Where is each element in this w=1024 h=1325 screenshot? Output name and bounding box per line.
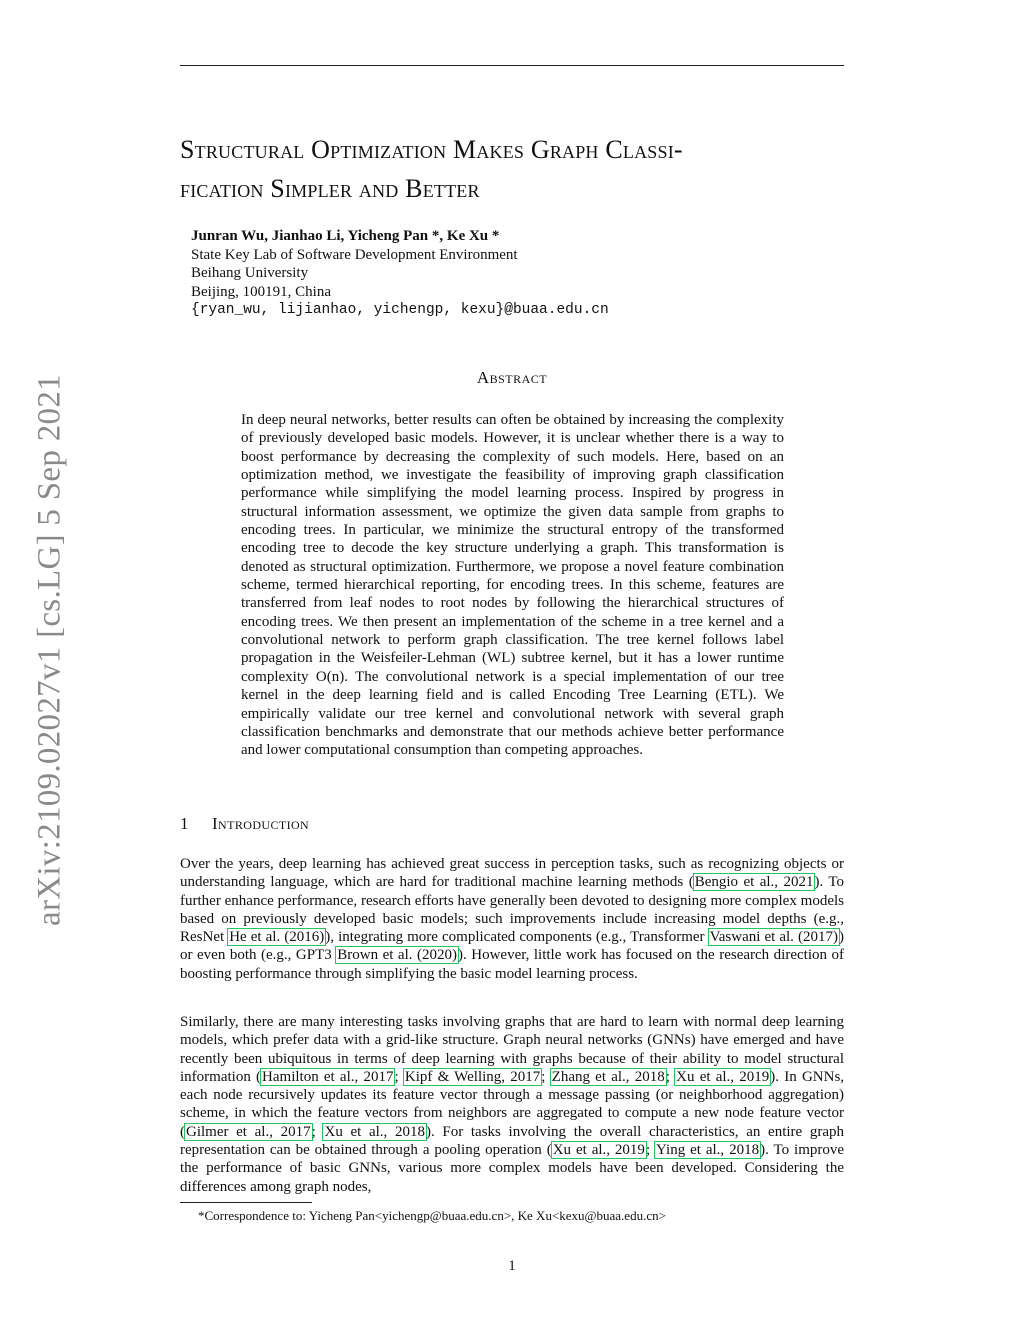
author-block: [191, 227, 791, 320]
title-line-2: fication Simpler and Better: [180, 174, 480, 203]
intro-paragraph-2: [180, 1013, 844, 1196]
text-run: Over the years, deep learning has achieved great success in perception tasks, such as recognizing objects or understanding language, which are hard for traditional machine learning methods (: [180, 856, 844, 891]
citation-link[interactable]: Zhang et al., 2018: [551, 1068, 665, 1085]
abstract-text: In deep neural networks, better results can often be obtained by increasing the complexity of previously developed basic models. However, it is unclear whether there is a way to boost performance by decreasing the complexity of such models. Here, based on an optimization method, we investigate the feasibility of improving graph classification performance while simplifying the model learning process. Inspired by progress in structural information assessment, we optimize the given data sample from graphs to encoding trees. In particular, we minimize the structural entropy of the transformed encoding tree to decode the key structure underlying a graph. This transformation is denoted as structural optimization. Furthermore, we propose a novel feature combination scheme, termed hierarchical reporting, for encoding trees. In this scheme, features are transferred from leaf nodes to root nodes by following the hierarchical structures of encoding trees. We then present an implementation of the scheme in a tree kernel and a convolutional network to perform graph classification. The tree kernel follows label propagation in the Weisfeiler-Lehman (WL) subtree kernel, but it has a lower runtime complexity O(n). The convolutional network is a special implementation of our tree kernel in the deep learning field and is called Encoding Tree Learning (ETL). We empirically validate our tree kernel and convolutional network with several graph classification benchmarks and demonstrate that our methods achieve better performance and lower computational consumption than competing approaches.: [241, 412, 784, 759]
text-run: ). To further enhance performance, research efforts have generally been devoted to designing more complex models based on previously developed basic models; such improvements include increasing model depths (e.g., ResNet: [180, 874, 845, 946]
citation-link[interactable]: Kipf & Welling, 2017: [404, 1068, 541, 1085]
text-run: Similarly, there are many interesting tasks involving graphs that are hard to learn with normal deep learning models, which prefer data with a grid-like structure. Graph neural networks (GNNs) have emerged and have recently been ubiquitous in terms of deep learning with graphs because of their ability to model structural information (: [180, 1014, 844, 1085]
affiliation-line-3: Beijing, 100191, China: [191, 283, 331, 300]
citation-link[interactable]: Xu et al., 2019: [552, 1142, 645, 1159]
text-run: ). In GNNs, each node recursively updates its feature vector through a message passing (or neighborhood aggregation) scheme, in which the feature vectors from neighbors are aggregated to compute a new node feature vector (: [180, 1068, 845, 1140]
text-run: ;: [541, 1068, 551, 1085]
text-run: ), integrating more complicated components (e.g., Transformer: [325, 929, 709, 946]
footnote: *Correspondence to: Yicheng Pan<yichengp@buaa.edu.cn>, Ke Xu<kexu@buaa.edu.cn>: [198, 1208, 666, 1223]
text-run: ;: [394, 1068, 404, 1085]
section-heading: [180, 814, 309, 834]
text-run: ;: [665, 1068, 676, 1085]
citation-link[interactable]: Hamilton et al., 2017: [262, 1068, 394, 1085]
citation-link[interactable]: Ying et al., 2018: [656, 1142, 760, 1159]
citation-link[interactable]: Brown et al. (2020): [337, 947, 457, 964]
section-title: Introduction: [212, 814, 310, 833]
citation-link[interactable]: He et al. (2016): [229, 929, 325, 946]
title-line-1: Structural Optimization Makes Graph Classi-: [180, 135, 683, 164]
text-run: ). However, little work has focused on the research direction of boosting performance through simplifying the basic model learning process.: [180, 947, 844, 982]
intro-paragraph-1: [180, 855, 844, 983]
citation-link[interactable]: Vaswani et al. (2017): [709, 929, 838, 946]
author-emails: {ryan_wu, lijianhao, yichengp, kexu}@buaa.edu.cn: [191, 302, 609, 318]
citation-link[interactable]: Gilmer et al., 2017: [186, 1123, 311, 1140]
paper-title: [180, 130, 844, 208]
citation-link[interactable]: Xu et al., 2018: [324, 1123, 425, 1140]
affiliation-line-1: State Key Lab of Software Development Environment: [191, 246, 518, 263]
author-names: Junran Wu, Jianhao Li, Yicheng Pan *, Ke Xu *: [191, 228, 500, 244]
footnote-rule: [180, 1202, 312, 1203]
text-run: ). For tasks involving the overall characteristics, an entire graph representation can be obtained through a pooling operation (: [180, 1123, 845, 1159]
citation-link[interactable]: Bengio et al., 2021: [694, 874, 814, 891]
section-number: 1: [180, 814, 189, 833]
page-number: 1: [508, 1258, 516, 1274]
arxiv-identifier: arXiv:2109.02027v1 [cs.LG] 5 Sep 2021: [31, 374, 68, 926]
affiliation-line-2: Beihang University: [191, 265, 309, 281]
text-run: ;: [645, 1142, 656, 1159]
text-run: ;: [311, 1123, 324, 1140]
citation-link[interactable]: Xu et al., 2019: [676, 1068, 770, 1085]
abstract-heading: Abstract: [476, 368, 548, 387]
text-run: ) or even both (e.g., GPT3: [180, 929, 844, 964]
text-run: ). To improve the performance of basic GNNs, various more complex models have been developed. Considering the differences among graph nodes,: [180, 1142, 845, 1195]
top-rule: [180, 65, 844, 66]
